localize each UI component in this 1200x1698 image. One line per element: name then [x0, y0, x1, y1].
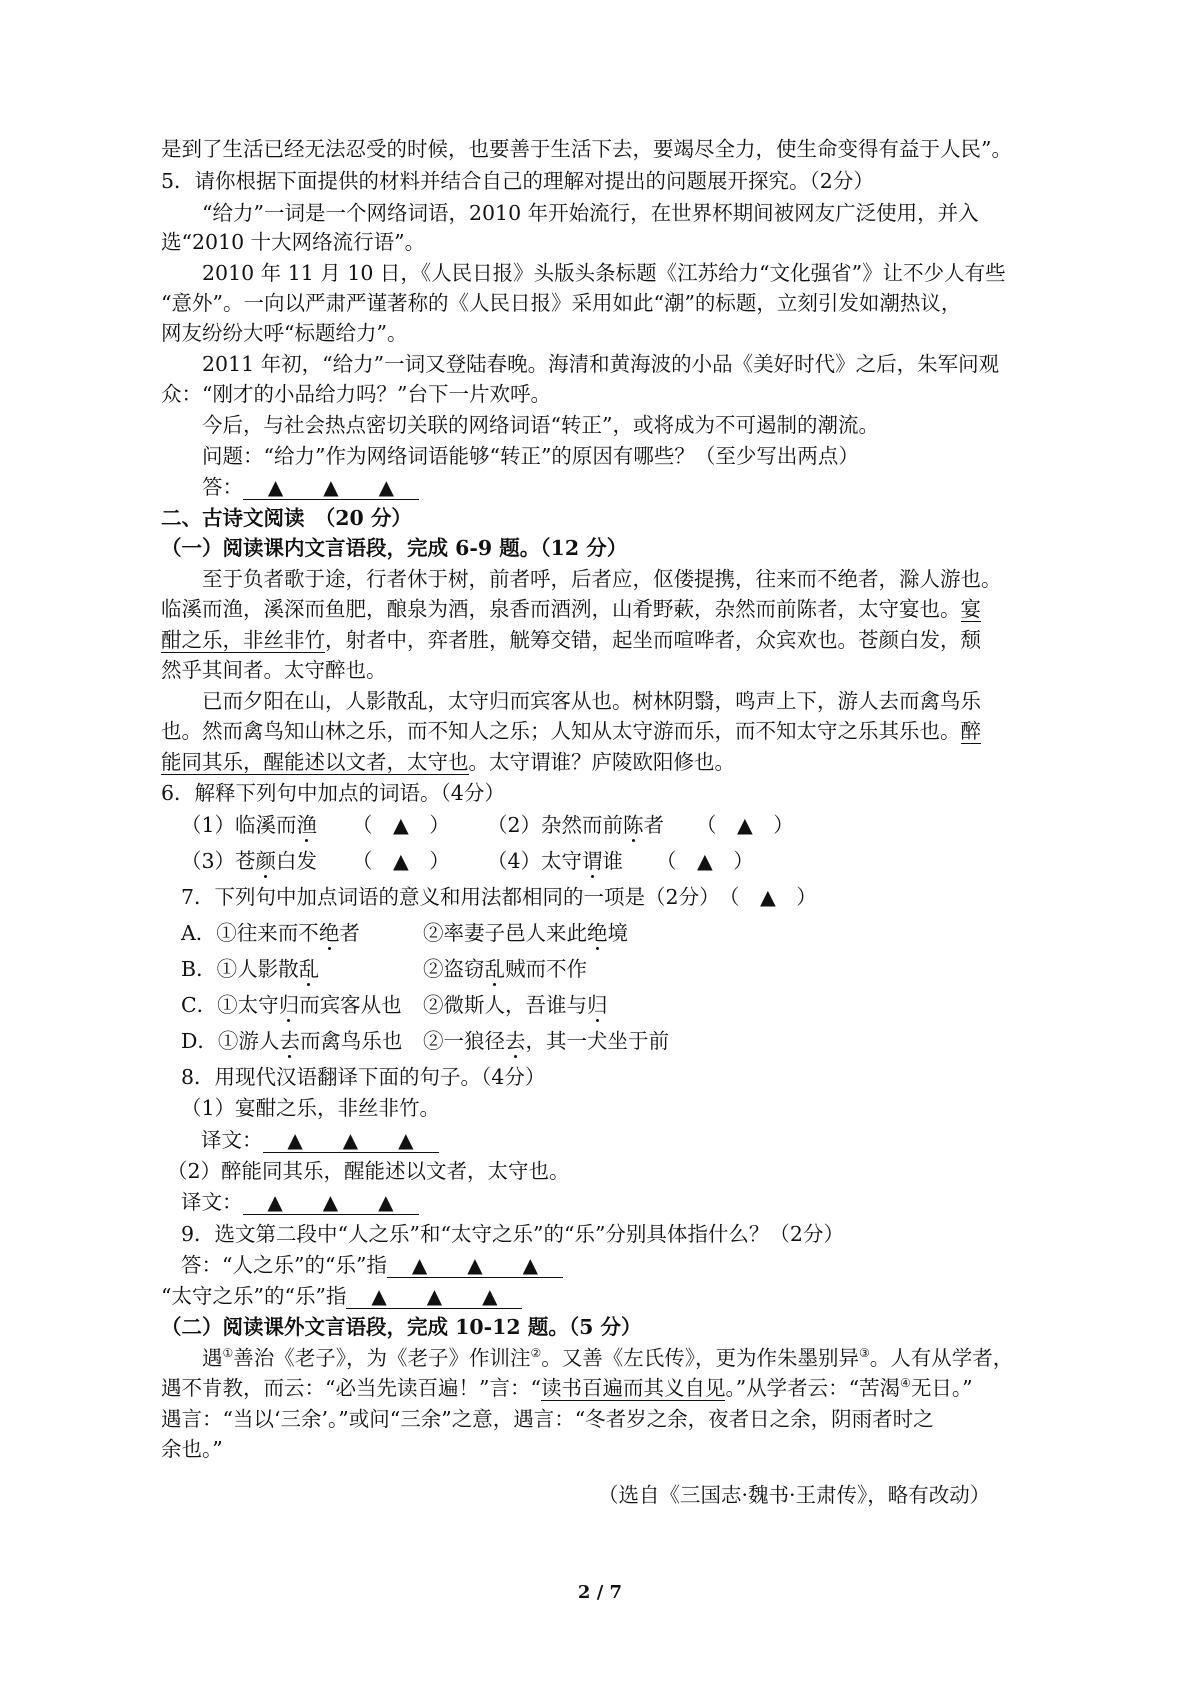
- dotted-word: 归: [587, 993, 608, 1017]
- q8-translation1-row: [201, 1127, 439, 1153]
- passage-text: 。”从学者云：“苦渴: [725, 1376, 901, 1400]
- passage-text: 无日。”: [910, 1376, 973, 1400]
- q7-option-d2: [423, 1028, 669, 1054]
- passage2-line2: [161, 1375, 973, 1401]
- dotted-word: 陈: [623, 813, 644, 837]
- footnote-marker: ①: [222, 1346, 234, 1361]
- item-text: （3）苍: [181, 849, 256, 873]
- passage1-line6: [161, 718, 981, 744]
- passage1-line3: [161, 627, 981, 653]
- passage1-line5: 已而夕阳在山，人影散乱，太守归而宾客从也。树林阴翳，鸣声上下，游人去而禽鸟乐: [202, 689, 981, 713]
- passage2-line3: 遇言：“当以‘三余’。”或问“三余”之意，遇言：“冬者岁之余，夜者日之余，阴雨者时之: [161, 1407, 934, 1431]
- dotted-word: 乱: [484, 957, 505, 981]
- item-text: 白发: [276, 849, 318, 873]
- option-text: C．①太守: [181, 993, 279, 1017]
- footnote-marker: ④: [900, 1376, 911, 1391]
- option-text: 而宾客从也: [299, 993, 402, 1017]
- underlined-text: 醉: [960, 719, 981, 743]
- q8-stem: 8．用现代汉语翻译下面的句子。（4分）: [181, 1065, 546, 1089]
- option-text: ②盗窃: [423, 957, 485, 981]
- answer2-blank[interactable]: ▲ ▲ ▲: [346, 1284, 522, 1309]
- passage2-source: （选自《三国志·魏书·王肃传》，略有改动）: [598, 1483, 991, 1507]
- answer1-blank[interactable]: ▲ ▲ ▲: [387, 1253, 563, 1278]
- q7-answer[interactable]: （ ▲ ）: [719, 885, 817, 909]
- passage1-line1: 至于负者歌于途，行者休于树，前者呼，后者应，伛偻提携，往来而不绝者，滁人游也。: [202, 567, 1002, 591]
- q6-item3: [181, 848, 317, 874]
- option-text: ②率妻子邑人来此: [423, 921, 587, 945]
- passage-text: 遇: [202, 1346, 223, 1370]
- option-text: ②微斯人，吾谁与: [423, 993, 587, 1017]
- page-number: 2 / 7: [577, 1582, 623, 1603]
- q5-para2-line1: 2010 年 11 月 10 日，《人民日报》头版头条标题《江苏给力“文化强省”》让不少人有些: [202, 261, 1006, 285]
- dotted-word: 归: [278, 993, 300, 1017]
- q6-item2: [487, 812, 664, 838]
- footnote-marker: ②: [530, 1346, 542, 1361]
- q7-option-c2: [423, 992, 608, 1018]
- q5-para4: 今后，与社会热点密切关联的网络词语“转正”，或将成为不可遏制的潮流。: [202, 413, 879, 437]
- option-text: 者: [339, 921, 360, 945]
- q9-stem: 9．选文第二段中“人之乐”和“太守之乐”的“乐”分别具体指什么？（2分）: [181, 1222, 844, 1246]
- answer-blank[interactable]: ▲ ▲ ▲: [243, 475, 419, 500]
- answer-text: 答：“人之乐”的“乐”指: [181, 1253, 387, 1277]
- q6-item2-answer[interactable]: （ ▲ ）: [696, 813, 794, 837]
- q6-item4: [487, 848, 623, 874]
- answer-text: “太守之乐”的“乐”指: [161, 1284, 347, 1308]
- option-text: 境: [607, 921, 628, 945]
- q6-item1: [181, 812, 317, 838]
- passage2-line4: 余也。”: [161, 1437, 223, 1461]
- translation1-blank[interactable]: ▲ ▲ ▲: [263, 1128, 439, 1153]
- passage-text: 。人有从学者，: [869, 1346, 1014, 1370]
- option-text: 而禽鸟乐也: [299, 1029, 403, 1053]
- item-text: 者: [643, 813, 665, 837]
- passage1-line2-text: 临溪而渔，溪深而鱼肥，酿泉为酒，泉香而酒洌，山肴野蔌，杂然而前陈者，太守宴也。: [161, 597, 961, 621]
- underlined-text: 酣之乐，非丝非竹: [161, 628, 325, 652]
- footnote-marker: ③: [859, 1346, 870, 1361]
- item-text: （2）杂然而前: [487, 813, 624, 837]
- q8-translation2-row: [181, 1189, 419, 1215]
- q7-option-b1: [181, 956, 319, 982]
- q7-option-c1: [181, 992, 402, 1018]
- q7-option-d1: [181, 1028, 402, 1054]
- passage-text: 善治《老子》，为《老子》作训注: [233, 1346, 531, 1370]
- option-text: A．①往来而不: [181, 921, 319, 945]
- q6-item3-answer[interactable]: （ ▲ ）: [352, 849, 450, 873]
- q5-para2-line3: 网友纷纷大呼“标题给力”。: [161, 321, 408, 345]
- dotted-word: 去: [505, 1029, 526, 1053]
- option-text: 贼而不作: [505, 957, 587, 981]
- q7-stem: 7．下列句中加点词语的意义和用法都相同的一项是（2分）: [181, 885, 720, 909]
- underlined-text: 读书百遍而其义自见: [540, 1376, 726, 1400]
- q7-option-a1: [181, 920, 360, 946]
- passage1-line7-text: 。太守谓谁？庐陵欧阳修也。: [468, 750, 735, 774]
- option-text: ，其一犬坐于前: [525, 1029, 669, 1053]
- answer-label: 答：: [202, 475, 243, 499]
- part2-title: （二）阅读课外文言语段，完成 10-12 题。（5 分）: [161, 1315, 642, 1339]
- q5-para1-line1: “给力”一词是一个网络词语，2010 年开始流行，在世界杯期间被网友广泛使用，并入: [202, 201, 979, 225]
- option-text: B．①人影散: [181, 957, 299, 981]
- option-text: D．①游人: [181, 1029, 280, 1053]
- q5-question: 问题：“给力”作为网络词语能够“转正”的原因有哪些？（至少写出两点）: [202, 444, 859, 468]
- q9-answer1-row: [181, 1252, 563, 1278]
- q9-answer2-row: [161, 1283, 522, 1309]
- part1-title: （一）阅读课内文言语段，完成 6-9 题。（12 分）: [161, 536, 628, 560]
- item-text: 谁: [602, 849, 624, 873]
- underlined-text: 能同其乐，醒能述以文者，太守也: [161, 750, 469, 774]
- translation2-blank[interactable]: ▲ ▲ ▲: [243, 1190, 419, 1215]
- dotted-word: 渔: [296, 813, 318, 837]
- passage-text: 。又善《左氏传》，更为作朱墨别异: [541, 1346, 860, 1370]
- dotted-word: 去: [279, 1029, 300, 1053]
- translation-label: 译文：: [181, 1190, 243, 1214]
- dotted-word: 绝: [318, 921, 340, 945]
- q8-sentence2: （2）醉能同其乐，醒能述以文者，太守也。: [167, 1159, 570, 1183]
- dotted-word: 颜: [255, 849, 277, 873]
- passage1-line7: [161, 749, 735, 775]
- dotted-word: 乱: [298, 957, 320, 981]
- q5-stem: 5．请你根据下面提供的材料并结合自己的理解对提出的问题展开探究。（2分）: [161, 169, 874, 193]
- passage-text: 遇不肯教，而云：“必当先读百遍！”言：“: [161, 1376, 541, 1400]
- q5-para1-line2: 选“2010 十大网络流行语”。: [161, 230, 426, 254]
- q6-item4-answer[interactable]: （ ▲ ）: [656, 849, 754, 873]
- q5-para3-line2: 众：“刚才的小品给力吗？”台下一片欢呼。: [161, 382, 551, 406]
- passage1-line4: 然乎其间者。太守醉也。: [161, 658, 387, 682]
- q6-item1-answer[interactable]: （ ▲ ）: [352, 813, 450, 837]
- item-text: （4）太守: [487, 849, 583, 873]
- dotted-word: 谓: [582, 849, 603, 873]
- option-text: ②一狼径: [423, 1029, 505, 1053]
- underlined-text: 宴: [960, 597, 981, 621]
- top-line: 是到了生活已经无法忍受的时候，也要善于生活下去，要竭尽全力，使生命变得有益于人民”。: [161, 137, 1012, 161]
- passage2-line1: [202, 1345, 1013, 1371]
- q6-stem: 6．解释下列句中加点的词语。（4分）: [161, 781, 505, 805]
- section2-title: 二、古诗文阅读 （20 分）: [161, 506, 412, 530]
- passage1-line6-text: 也。然而禽鸟知山林之乐，而不知人之乐；人知从太守游而乐，而不知太守之乐其乐也。: [161, 719, 961, 743]
- q5-para3-line1: 2011 年初，“给力”一词又登陆春晚。海清和黄海波的小品《美好时代》之后，朱军问观: [202, 352, 1000, 376]
- q5-answer-row: [202, 474, 419, 500]
- q8-sentence1: （1）宴酣之乐，非丝非竹。: [181, 1096, 441, 1120]
- q5-para2-line2: “意外”。一向以严肃严谨著称的《人民日报》采用如此“潮”的标题，立刻引发如潮热议，: [161, 291, 962, 315]
- passage1-line3-text: ，射者中，弈者胜，觥筹交错，起坐而喧哗者，众宾欢也。苍颜白发，颓: [325, 628, 981, 652]
- dotted-word: 绝: [587, 921, 608, 945]
- item-text: （1）临溪而: [181, 813, 297, 837]
- translation-label: 译文：: [201, 1128, 263, 1152]
- q7-option-a2: [423, 920, 628, 946]
- q7-option-b2: [423, 956, 587, 982]
- passage1-line2: [161, 596, 981, 622]
